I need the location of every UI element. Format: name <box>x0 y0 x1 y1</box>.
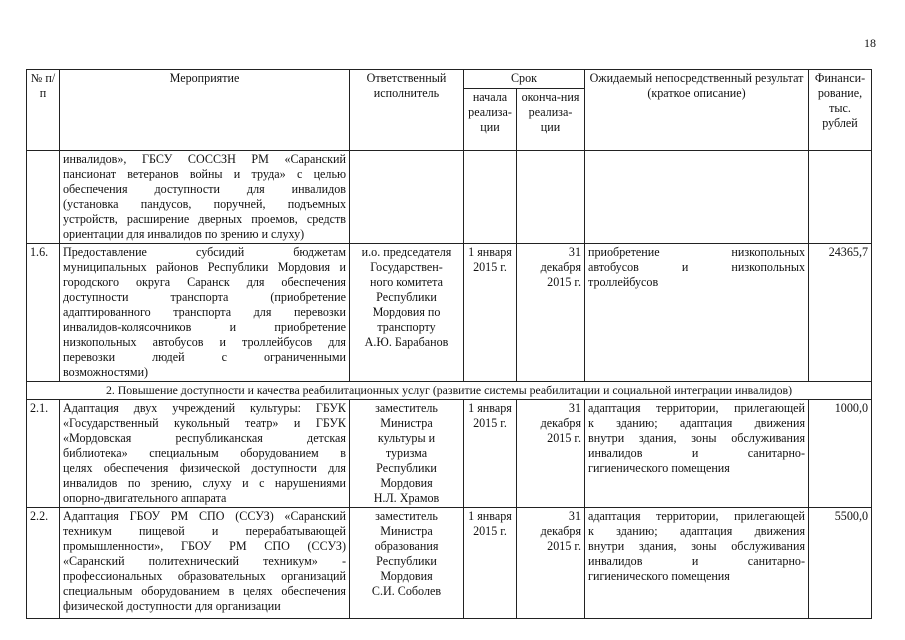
cell-event <box>60 400 350 508</box>
text-line: опорно-двигательного аппарата <box>63 491 227 505</box>
section-title: 2. Повышение доступности и качества реабилитационных услуг (развитие системы реабилитации и социальной интеграции инвалидов) <box>27 382 872 400</box>
header-row-top <box>27 70 872 89</box>
text-line: Адаптация двух учреждений культуры: ГБУК <box>63 401 346 415</box>
program-table <box>26 69 872 619</box>
cell-result <box>585 151 809 244</box>
text-line: Мордовия по <box>372 305 441 319</box>
cell-start <box>464 508 517 619</box>
header-num: № п/п <box>27 70 60 151</box>
text-line: Министра <box>380 416 433 430</box>
text-line: 2015 г. <box>547 431 582 445</box>
table-row-1-6 <box>27 244 872 382</box>
header-responsible: Ответственный исполнитель <box>350 70 464 151</box>
header-term: Срок <box>464 70 585 89</box>
text-line: гигиенического помещения <box>588 461 730 475</box>
text-line: декабря <box>540 416 582 430</box>
text-line: внутри здания, зоны обслуживания <box>588 539 806 553</box>
text-line: культуры и <box>377 431 436 445</box>
cell-num: 1.6. <box>27 244 60 382</box>
text-line: Адаптация ГБОУ РМ СПО (ССУЗ) «Саранский <box>63 509 346 523</box>
text-line: 2015 г. <box>473 524 507 538</box>
text-line: обеспечения доступности для инвалидов <box>63 182 346 196</box>
text-line: Республики <box>376 461 437 475</box>
cell-responsible <box>350 244 464 382</box>
text-line: 2015 г. <box>473 260 507 274</box>
text-line: возможностями) <box>63 365 149 379</box>
text-line: троллейбусов <box>588 275 659 289</box>
text-line: специальным оборудованием в целях обеспечения <box>63 584 346 598</box>
text-line: гигиенического помещения <box>588 569 730 583</box>
text-line: профессиональных образовательных организаций <box>63 569 346 583</box>
table-row-continued <box>27 151 872 244</box>
cell-financing: 24365,7 <box>809 244 872 382</box>
text-line: техникум пищевой и перерабатывающей <box>63 524 346 538</box>
text-line: автобусов и низкопольных <box>588 260 806 274</box>
text-line: Республики <box>376 290 437 304</box>
text-line: 31 <box>568 509 582 523</box>
text-line: А.Ю. Барабанов <box>364 335 449 349</box>
cell-result <box>585 508 809 619</box>
text-line: заместитель <box>375 509 438 523</box>
text-line: Государствен- <box>370 260 443 274</box>
text-line: декабря <box>540 260 582 274</box>
cell-result <box>585 244 809 382</box>
text-line: Предоставление субсидий бюджетам <box>63 245 346 259</box>
text-line: устройств, расширение дверных проемов, средств <box>63 212 346 226</box>
cell-event <box>60 151 350 244</box>
cell-responsible <box>350 508 464 619</box>
text-line: Мордовия <box>380 569 433 583</box>
text-line: перевозки людей с ограниченными <box>63 350 346 364</box>
text-line: внутри здания, зоны обслуживания <box>588 431 806 445</box>
text-line: адаптированного транспорта для перевозки <box>63 305 346 319</box>
cell-num: 2.1. <box>27 400 60 508</box>
cell-event <box>60 244 350 382</box>
cell-responsible <box>350 400 464 508</box>
cell-financing: 1000,0 <box>809 400 872 508</box>
table-row-2-2 <box>27 508 872 619</box>
text-line: Мордовия <box>380 476 433 490</box>
text-line: «Саранский политехнический техникум» - <box>63 554 346 568</box>
text-line: муниципальных районов Республики Мордовия и <box>63 260 346 274</box>
section-row <box>27 382 872 400</box>
text-line: (установка пандусов, поручней, подъемных <box>63 197 346 211</box>
cell-result <box>585 400 809 508</box>
text-line: приобретение низкопольных <box>588 245 806 259</box>
text-line: ного комитета <box>370 275 443 289</box>
text-line: 1 января <box>468 245 512 259</box>
text-line: 2015 г. <box>547 539 582 553</box>
text-line: 1 января <box>468 509 512 523</box>
table-row-2-1 <box>27 400 872 508</box>
text-line: ориентации для инвалидов по зрению и слуху) <box>63 227 305 241</box>
text-line: целях обеспечения физической доступности для <box>63 461 346 475</box>
page-number: 18 <box>864 36 876 50</box>
text-line: заместитель <box>375 401 438 415</box>
header-event: Мероприятие <box>60 70 350 151</box>
cell-start <box>464 151 517 244</box>
cell-end <box>517 151 585 244</box>
text-line: 2015 г. <box>547 275 582 289</box>
header-start: начала реализа-ции <box>464 89 517 151</box>
text-line: Республики <box>376 554 437 568</box>
text-line: «Государственный кукольный театр» и ГБУК <box>63 416 346 430</box>
text-line: 1 января <box>468 401 512 415</box>
cell-responsible <box>350 151 464 244</box>
cell-start <box>464 244 517 382</box>
cell-end <box>517 400 585 508</box>
header-result: Ожидаемый непосредственный результат (краткое описание) <box>585 70 809 151</box>
text-line: библиотека» специальным оборудованием в <box>63 446 346 460</box>
cell-end <box>517 508 585 619</box>
text-line: адаптация территории, прилегающей <box>588 509 806 523</box>
text-line: образования <box>374 539 439 553</box>
cell-financing <box>809 151 872 244</box>
text-line: адаптация территории, прилегающей <box>588 401 806 415</box>
text-line: инвалидов-колясочников и приобретение <box>63 320 346 334</box>
text-line: 31 <box>568 245 582 259</box>
cell-event <box>60 508 350 619</box>
cell-num: 2.2. <box>27 508 60 619</box>
text-line: 31 <box>568 401 582 415</box>
text-line: транспорту <box>377 320 436 334</box>
text-line: к зданию; адаптация движения <box>588 524 806 538</box>
text-line: туризма <box>385 446 428 460</box>
text-line: Министра <box>380 524 433 538</box>
cell-financing: 5500,0 <box>809 508 872 619</box>
text-line: инвалидов по зрению, слуху и с нарушениями <box>63 476 346 490</box>
text-line: промышленности», ГБОУ РМ СПО (ССУЗ) <box>63 539 346 553</box>
text-line: инвалидов и санитарно- <box>588 554 806 568</box>
text-line: городского округа Саранск для обеспечения <box>63 275 346 289</box>
cell-end <box>517 244 585 382</box>
text-line: «Мордовская республиканская детская <box>63 431 346 445</box>
text-line: С.И. Соболев <box>371 584 442 598</box>
text-line: доступности транспорта (приобретение <box>63 290 346 304</box>
text-line: физической доступности для организации <box>63 599 281 613</box>
text-line: пансионат ветеранов войны и труда» с целью <box>63 167 346 181</box>
cell-num <box>27 151 60 244</box>
cell-start <box>464 400 517 508</box>
text-line: инвалидов», ГБСУ СОССЗН РМ «Саранский <box>63 152 346 166</box>
header-financing: Финанси-рование, тыс. рублей <box>809 70 872 151</box>
text-line: инвалидов и санитарно- <box>588 446 806 460</box>
text-line: и.о. председателя <box>361 245 452 259</box>
text-line: 2015 г. <box>473 416 507 430</box>
text-line: декабря <box>540 524 582 538</box>
text-line: к зданию; адаптация движения <box>588 416 806 430</box>
text-line: низкопольных автобусов и троллейбусов для <box>63 335 346 349</box>
text-line: Н.Л. Храмов <box>373 491 440 505</box>
header-end: оконча-ния реализа-ции <box>517 89 585 151</box>
